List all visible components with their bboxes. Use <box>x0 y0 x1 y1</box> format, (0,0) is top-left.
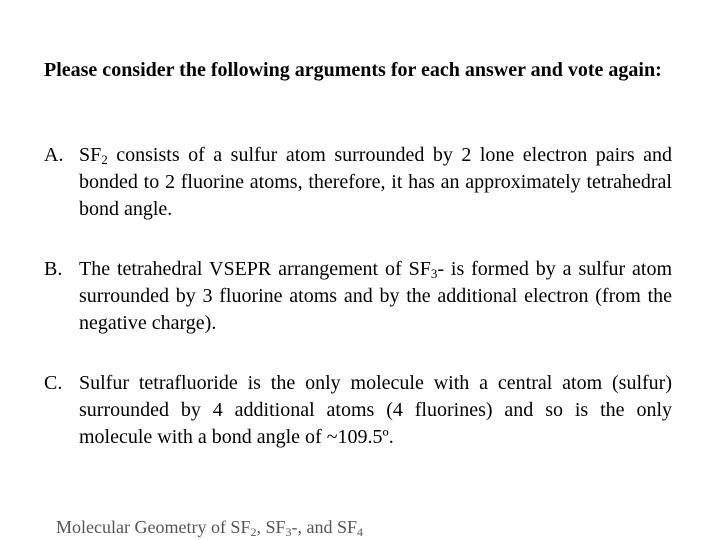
footer-text-3: -, and SF <box>291 517 358 537</box>
slide-heading: Please consider the following arguments for each answer and vote again: <box>44 59 662 81</box>
footer-subscript-2: 3 <box>285 525 292 539</box>
option-letter-a: A. <box>44 144 64 166</box>
option-text-b <box>79 256 672 337</box>
footer-subscript-3: 4 <box>357 525 364 539</box>
answer-option-a <box>44 142 672 223</box>
slide-footer <box>56 516 363 538</box>
option-b-subscript: 3 <box>430 266 438 281</box>
option-a-subscript: 2 <box>101 152 108 167</box>
option-text-c: Sulfur tetrafluoride is the only molecule with a central atom (sulfur) surrounded by 4 additional atoms (4 fluorines) and so is the only molecule with a bond angle of ~109.5º. <box>79 372 672 448</box>
option-letter-b: B. <box>44 258 63 280</box>
footer-subscript-1: 2 <box>250 525 257 539</box>
answer-option-b <box>44 256 672 337</box>
option-a-formula: SF <box>79 144 102 166</box>
option-b-statement-start: The tetrahedral VSEPR arrangement of SF <box>79 258 431 280</box>
option-b-statement-end: - is formed by a sulfur atom surrounded by 3 fluorine atoms and by the additional electron (from the negative charge). <box>79 258 673 334</box>
option-a-statement: consists of a sulfur atom surrounded by 2 lone electron pairs and bonded to 2 fluorine atoms, therefore, it has an approximately tetrahedral bond angle. <box>79 144 672 220</box>
option-text-a <box>79 142 672 223</box>
footer-text-2: , SF <box>256 517 286 537</box>
answer-option-c <box>44 370 672 451</box>
option-letter-c: C. <box>44 372 63 394</box>
footer-text-1: Molecular Geometry of SF <box>56 517 251 537</box>
